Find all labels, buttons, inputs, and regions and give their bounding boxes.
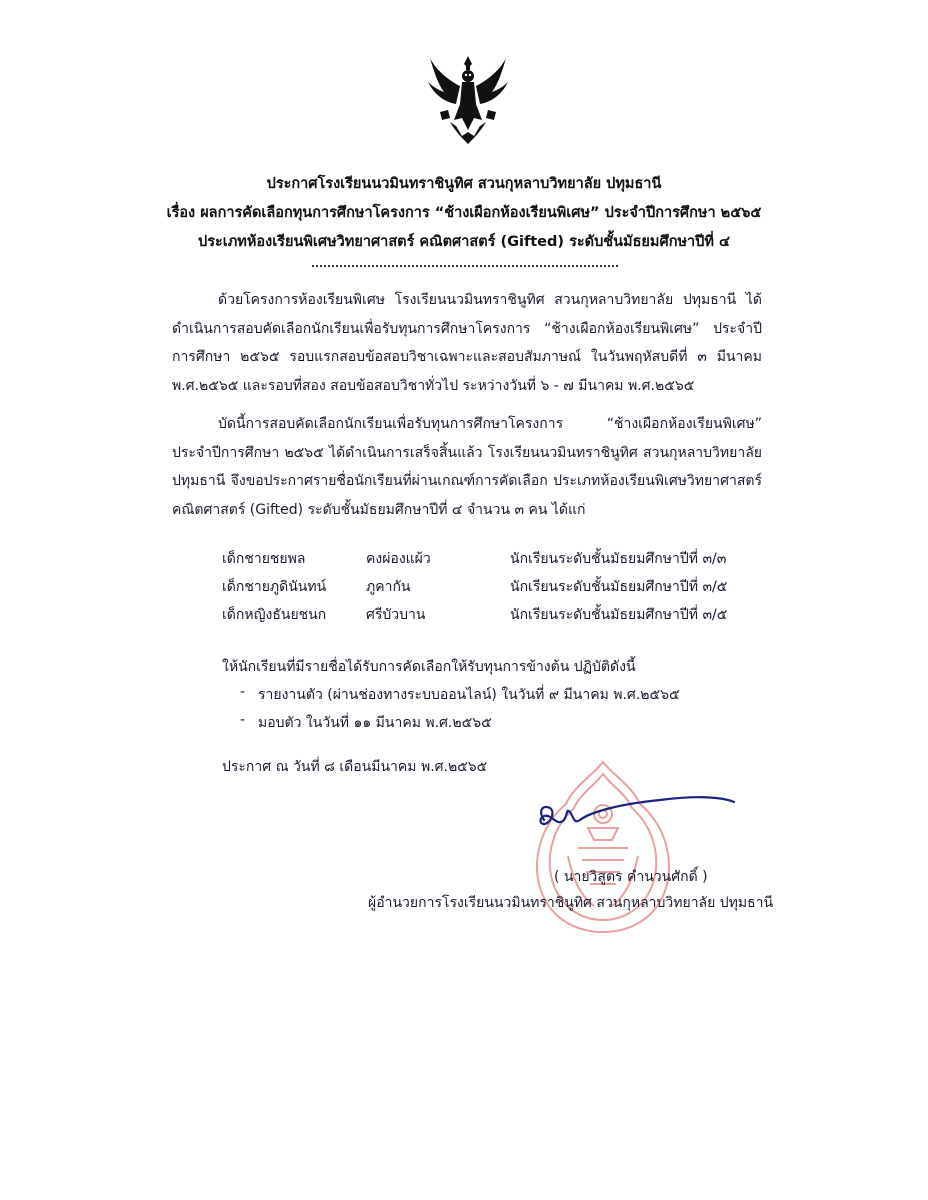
signatory-name: ( นายวิสูตร คำนวนศักดิ์ )	[554, 869, 708, 885]
paragraph-1: ด้วยโครงการห้องเรียนพิเศษ โรงเรียนนวมินทราชินูทิศ สวนกุหลาบวิทยาลัย ปทุมธานี ได้ดำเนินการสอบคัดเลือกนักเรียนเพื่อรับทุนการศึกษาโครงการ “ช้างเผือกห้องเรียนพิเศษ” ประจำปีการศึกษา ๒๕๖๕ รอบแรกสอบข้อสอบวิชาเฉพาะและสอบสัมภาษณ์ ในวันพฤหัสบดีที่ ๓ มีนาคม พ.ศ.๒๕๖๕ และรอบที่สอง สอบข้อสอบวิชาทั่วไป ระหว่างวันที่ ๖ - ๗ มีนาคม พ.ศ.๒๕๖๕	[172, 292, 762, 394]
announce-date: ประกาศ ณ วันที่ ๘ เดือนมีนาคม พ.ศ.๒๕๖๕	[222, 759, 488, 775]
instructions-intro: ให้นักเรียนที่มีรายชื่อได้รับการคัดเลือกให้รับทุนการข้างต้น ปฏิบัติดังนี้	[222, 659, 636, 675]
student-last-name: ศรีบัวบาน	[366, 607, 426, 623]
student-first-name: เด็กหญิงธันยชนก	[222, 607, 327, 623]
student-last-name: ภูคากัน	[366, 579, 411, 595]
announcement-category: ประเภทห้องเรียนพิเศษวิทยาศาสตร์ คณิตศาสตร์ (Gifted) ระดับชั้นมัธยมศึกษาปีที่ ๔	[198, 234, 730, 250]
student-first-name: เด็กชายภูดินันทน์	[222, 579, 327, 595]
instruction-item: รายงานตัว (ผ่านช่องทางระบบออนไลน์) ในวันที่ ๙ มีนาคม พ.ศ.๒๕๖๕	[258, 687, 680, 703]
instruction-item: มอบตัว ในวันที่ ๑๑ มีนาคม พ.ศ.๒๕๖๕	[258, 715, 492, 731]
garuda-emblem	[426, 52, 510, 148]
announcement-title: ประกาศโรงเรียนนวมินทราชินูทิศ สวนกุหลาบวิทยาลัย ปทุมธานี	[266, 176, 662, 192]
student-level: นักเรียนระดับชั้นมัธยมศึกษาปีที่ ๓/๕	[510, 607, 728, 623]
student-level: นักเรียนระดับชั้นมัธยมศึกษาปีที่ ๓/๕	[510, 579, 728, 595]
bullet-dash: -	[240, 684, 246, 700]
student-level: นักเรียนระดับชั้นมัธยมศึกษาปีที่ ๓/๓	[510, 551, 727, 567]
student-last-name: คงผ่องแผ้ว	[366, 551, 431, 567]
title-divider	[312, 265, 618, 267]
student-first-name: เด็กชายชยพล	[222, 551, 306, 567]
bullet-dash: -	[240, 712, 246, 728]
signature-mark	[530, 790, 740, 840]
signatory-position: ผู้อำนวยการโรงเรียนนวมินทราชินูทิศ สวนกุหลาบวิทยาลัย ปทุมธานี	[368, 895, 774, 911]
announcement-subject: เรื่อง ผลการคัดเลือกทุนการศึกษาโครงการ “ช้างเผือกห้องเรียนพิเศษ” ประจำปีการศึกษา ๒๕๖๕	[166, 205, 762, 221]
paragraph-2: บัดนี้การสอบคัดเลือกนักเรียนเพื่อรับทุนการศึกษาโครงการ “ช้างเผือกห้องเรียนพิเศษ” ประจำปีการศึกษา ๒๕๖๕ ได้ดำเนินการเสร็จสิ้นแล้ว โรงเรียนนวมินทราชินูทิศ สวนกุหลาบวิทยาลัย ปทุมธานี จึงขอประกาศรายชื่อนักเรียนที่ผ่านเกณฑ์การคัดเลือก ประเภทห้องเรียนพิเศษวิทยาศาสตร์ คณิตศาสตร์ (Gifted) ระดับชั้นมัธยมศึกษาปีที่ ๔ จำนวน ๓ คน ได้แก่	[172, 416, 762, 518]
